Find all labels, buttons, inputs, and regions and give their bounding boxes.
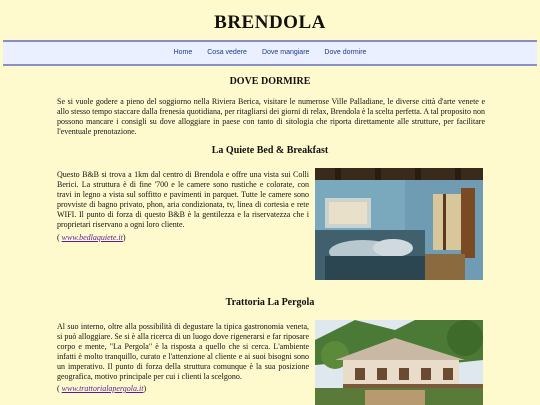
- listing-link-line-la-pergola: [57, 384, 146, 393]
- nav-bar: [3, 40, 537, 66]
- listing-link-la-pergola[interactable]: www.trattorialapergola.it: [61, 384, 144, 393]
- link-open-paren: (: [57, 233, 62, 242]
- la-quiete-room-photo: [315, 168, 483, 280]
- intro-paragraph: Se si vuole godere a pieno del soggiorno nella Riviera Berica, visitare le numerose Ville Palladiane, le diverse città d'arte venete e allo stesso tempo staccare dalla frenesia quotidiana, per ritagliarsi dei giorni di relax, Brendola è la scelta perfetta. A tal proposito non possono mancare i consigli su dove alloggiare in paese con tanto di sitologia che riporta direttamente alle strutture, per facilitare l'eventuale prenotazione.: [57, 97, 485, 136]
- nav-item-dove-dormire[interactable]: Dove dormire: [324, 49, 367, 56]
- page-heading: DOVE DORMIRE: [229, 76, 311, 87]
- site-title: BRENDOLA: [214, 12, 326, 33]
- listing-link-la-quiete[interactable]: www.bedlaquiete.it: [61, 233, 123, 242]
- listing-title-la-pergola: Trattoria La Pergola: [225, 297, 315, 308]
- link-open-paren: (: [57, 384, 62, 393]
- nav-item-cosa-vedere[interactable]: Cosa vedere: [207, 49, 247, 56]
- listing-link-line-la-quiete: [57, 233, 126, 242]
- listing-description-la-pergola: Al suo interno, oltre alla possibilità di degustare la tipica gastronomia veneta, si può alloggiare. Se si è alla ricerca di un luogo dove rigenerarsi e far riposare corpo e mente, "La Pergola" è la risposta a quello che si cerca. L'ambiente infatti è molto tranquillo, curato e l'attenzione al cliente e ai suoi bisogni sono un imperativo. Il punto di forza della struttura comunque è la sua posizione geografica, motivo principale per cui i clienti la scelgono.: [57, 322, 309, 381]
- link-close-paren: ): [143, 384, 147, 393]
- listing-title-la-quiete: La Quiete Bed & Breakfast: [211, 145, 329, 156]
- listing-description-la-quiete: Questo B&B si trova a 1km dal centro di Brendola e offre una vista sui Colli Berici. La struttura è di fine '700 e le camere sono rustiche e colorate, con travi in legno a vista sul soffitto e pavimenti in parquet. Tutte le camere sono provviste di bagno privato, phon, aria condizionata, tv, linea di cortesia e rete WIFI. Il punto di forza di questo B&B è la gentilezza e la riservatezza che i proprietari riservano a ogni loro cliente.: [57, 170, 309, 229]
- nav-item-home[interactable]: Home: [173, 49, 193, 56]
- link-close-paren: ): [122, 233, 126, 242]
- la-pergola-building-photo: [315, 320, 483, 405]
- nav-item-dove-mangiare[interactable]: Dove mangiare: [261, 49, 310, 56]
